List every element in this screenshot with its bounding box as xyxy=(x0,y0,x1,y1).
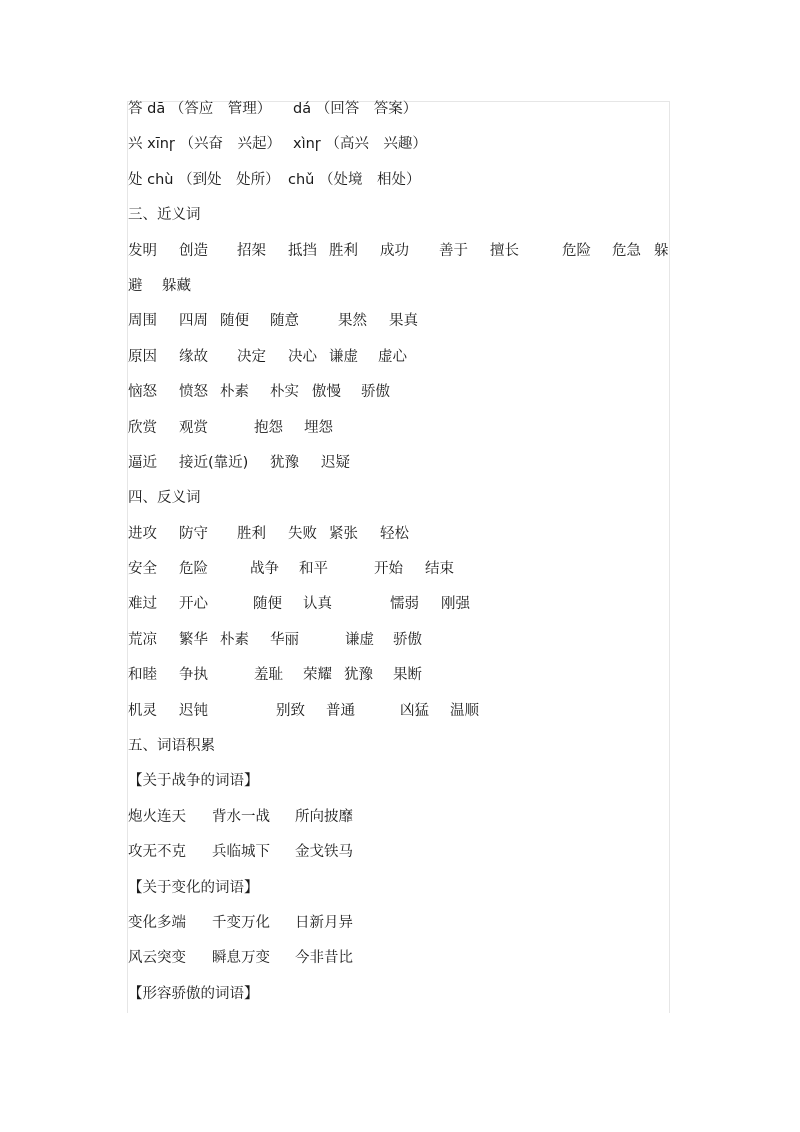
section-heading: 四、反义词 xyxy=(128,490,201,507)
text-segment: xìnɼ （高兴 兴趣） xyxy=(293,136,427,153)
word-row xyxy=(128,340,673,375)
word: 荒凉 xyxy=(128,631,157,648)
section-heading-vocabulary xyxy=(128,729,673,764)
word: 避 xyxy=(128,277,143,294)
word: 埋怨 xyxy=(304,419,333,436)
word: 缘故 xyxy=(179,348,208,365)
text-segment: 兴 xīnɼ （兴奋 兴起） xyxy=(128,136,281,153)
word: 成功 xyxy=(380,242,409,259)
word: 擅长 xyxy=(490,242,519,259)
word: 恼怒 xyxy=(128,384,157,401)
word: 开始 xyxy=(374,561,403,578)
word: 懦弱 xyxy=(390,596,419,613)
word: 繁华 xyxy=(179,631,208,648)
word: 躲 xyxy=(654,242,669,259)
word: 虚心 xyxy=(378,348,407,365)
word: 随便 xyxy=(253,596,282,613)
subheading: 【形容骄傲的词语】 xyxy=(128,985,259,1002)
word: 决定 xyxy=(237,348,266,365)
word: 战争 xyxy=(250,561,279,578)
word: 观赏 xyxy=(179,419,208,436)
idiom: 背水一战 xyxy=(212,808,270,825)
word-row xyxy=(128,411,673,446)
word-row xyxy=(128,517,673,552)
word: 机灵 xyxy=(128,702,157,719)
word: 随意 xyxy=(270,313,299,330)
subheading-change-words xyxy=(128,871,673,906)
word: 危险 xyxy=(562,242,591,259)
pronunciation-line-xing xyxy=(128,127,673,162)
word: 周围 xyxy=(128,313,157,330)
word: 四周 xyxy=(179,313,208,330)
word-row xyxy=(128,234,673,269)
word: 失败 xyxy=(288,525,317,542)
word: 谦虚 xyxy=(345,631,374,648)
idiom: 千变万化 xyxy=(212,914,270,931)
word: 发明 xyxy=(128,242,157,259)
section-heading-synonyms xyxy=(128,198,673,233)
idiom-row xyxy=(128,835,673,870)
text-segment: 答 dā （答应 管理） xyxy=(128,101,272,117)
word: 迟疑 xyxy=(321,454,350,471)
word: 危急 xyxy=(612,242,641,259)
document-body xyxy=(128,92,673,1012)
word: 认真 xyxy=(303,596,332,613)
word: 躲藏 xyxy=(162,277,191,294)
word: 招架 xyxy=(237,242,266,259)
word: 争执 xyxy=(179,667,208,684)
word: 胜利 xyxy=(237,525,266,542)
word: 朴素 xyxy=(220,631,249,648)
word: 华丽 xyxy=(270,631,299,648)
pronunciation-line-chu xyxy=(128,163,673,198)
word: 谦虚 xyxy=(329,348,358,365)
idiom: 所向披靡 xyxy=(295,808,353,825)
word: 愤怒 xyxy=(179,384,208,401)
subheading-war-words xyxy=(128,764,673,799)
subheading: 【关于变化的词语】 xyxy=(128,879,259,896)
word: 接近(靠近) xyxy=(179,454,249,471)
word-row xyxy=(128,304,673,339)
text-segment: chǔ （处境 相处） xyxy=(288,171,421,188)
word-row xyxy=(128,623,673,658)
word: 刚强 xyxy=(441,596,470,613)
word: 欣赏 xyxy=(128,419,157,436)
idiom: 今非昔比 xyxy=(295,950,353,967)
idiom-row xyxy=(128,941,673,976)
pronunciation-line-da xyxy=(128,92,673,127)
word: 结束 xyxy=(425,561,454,578)
idiom: 变化多端 xyxy=(128,914,186,931)
word: 骄傲 xyxy=(361,384,390,401)
word: 犹豫 xyxy=(270,454,299,471)
word-row xyxy=(128,552,673,587)
idiom: 兵临城下 xyxy=(212,844,270,861)
word: 迟钝 xyxy=(179,702,208,719)
word-row xyxy=(128,269,673,304)
idiom: 风云突变 xyxy=(128,950,186,967)
word: 创造 xyxy=(179,242,208,259)
word: 紧张 xyxy=(329,525,358,542)
text-segment: 处 chù （到处 处所） xyxy=(128,171,280,188)
word-row xyxy=(128,658,673,693)
word: 朴实 xyxy=(270,384,299,401)
word: 朴素 xyxy=(220,384,249,401)
word-row xyxy=(128,587,673,622)
word: 骄傲 xyxy=(393,631,422,648)
idiom: 日新月异 xyxy=(295,914,353,931)
word: 和平 xyxy=(299,561,328,578)
word: 抱怨 xyxy=(254,419,283,436)
word-row xyxy=(128,694,673,729)
word: 羞耻 xyxy=(254,667,283,684)
section-heading: 五、词语积累 xyxy=(128,738,215,755)
word: 荣耀 xyxy=(303,667,332,684)
subheading: 【关于战争的词语】 xyxy=(128,773,259,790)
word: 原因 xyxy=(128,348,157,365)
word: 轻松 xyxy=(380,525,409,542)
text-segment: dá （回答 答案） xyxy=(293,101,418,117)
word: 温顺 xyxy=(450,702,479,719)
word: 别致 xyxy=(276,702,305,719)
idiom: 瞬息万变 xyxy=(212,950,270,967)
word-row xyxy=(128,446,673,481)
subheading-arrogance-words xyxy=(128,977,673,1012)
word: 决心 xyxy=(288,348,317,365)
word: 危险 xyxy=(179,561,208,578)
word: 难过 xyxy=(128,596,157,613)
word: 防守 xyxy=(179,525,208,542)
word: 傲慢 xyxy=(312,384,341,401)
idiom: 金戈铁马 xyxy=(295,844,353,861)
idiom-row xyxy=(128,906,673,941)
word: 随便 xyxy=(220,313,249,330)
idiom: 炮火连天 xyxy=(128,808,186,825)
word: 进攻 xyxy=(128,525,157,542)
word: 果真 xyxy=(389,313,418,330)
word: 果断 xyxy=(393,667,422,684)
section-heading-antonyms xyxy=(128,481,673,516)
word: 安全 xyxy=(128,561,157,578)
word: 和睦 xyxy=(128,667,157,684)
word: 开心 xyxy=(179,596,208,613)
word: 果然 xyxy=(338,313,367,330)
word-row xyxy=(128,375,673,410)
word: 善于 xyxy=(439,242,468,259)
word: 抵挡 xyxy=(288,242,317,259)
word: 胜利 xyxy=(329,242,358,259)
word: 犹豫 xyxy=(344,667,373,684)
section-heading: 三、近义词 xyxy=(128,207,201,224)
word: 凶猛 xyxy=(400,702,429,719)
word: 普通 xyxy=(326,702,355,719)
idiom-row xyxy=(128,800,673,835)
word: 逼近 xyxy=(128,454,157,471)
idiom: 攻无不克 xyxy=(128,844,186,861)
